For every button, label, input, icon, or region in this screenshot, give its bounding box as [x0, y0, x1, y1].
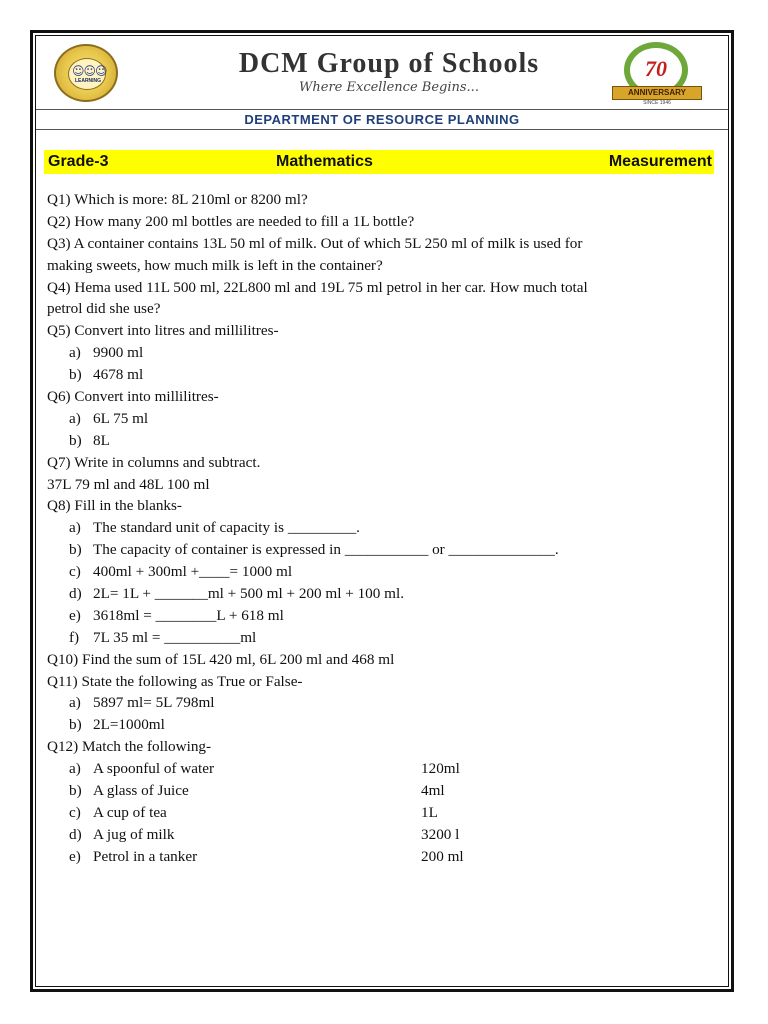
topic-label: Measurement [608, 153, 712, 170]
school-header [36, 40, 728, 108]
subject-label: Mathematics [276, 153, 373, 170]
school-emblem-logo [54, 44, 118, 102]
list-item: b) 4678 ml [69, 366, 144, 384]
question-5: Q5) Convert into litres and millilitres- [47, 322, 279, 340]
question-7: Q7) Write in columns and subtract. [47, 453, 261, 471]
match-row: d) A jug of milk 3200 l [69, 825, 460, 843]
worksheet-banner [44, 150, 714, 174]
anniversary-number: 70 [645, 56, 667, 81]
question-2: Q2) How many 200 ml bottles are needed to fill a 1L bottle? [47, 212, 415, 230]
question-4: Q4) Hema used 11L 500 ml, 22L800 ml and 19L 75 ml petrol in her car. How much total [47, 278, 588, 296]
divider [36, 129, 728, 130]
list-item: a) 9900 ml [69, 344, 144, 362]
school-tagline: Where Excellence Begins... [299, 80, 479, 95]
list-item: f) 7L 35 ml = __________ml [69, 628, 257, 646]
list-item: e) 3618ml = ________L + 618 ml [69, 606, 284, 624]
logo-caption: LEARNING [74, 78, 102, 84]
list-item: b) 2L=1000ml [69, 716, 165, 734]
list-item: a) The standard unit of capacity is _________. [69, 519, 360, 537]
question-3: Q3) A container contains 13L 50 ml of milk. Out of which 5L 250 ml of milk is used for [47, 234, 583, 252]
department-title: DEPARTMENT OF RESOURCE PLANNING [244, 112, 520, 127]
anniversary-ribbon: ANNIVERSARY [612, 86, 702, 100]
children-icon: ☺☺☺ [72, 64, 107, 78]
match-row: a) A spoonful of water 120ml [69, 760, 460, 778]
match-row: c) A cup of tea 1L [69, 803, 438, 821]
match-row: b) A glass of Juice 4ml [69, 782, 445, 800]
list-item: a) 6L 75 ml [69, 409, 149, 427]
question-4-continued: petrol did she use? [47, 300, 161, 318]
list-item: d) 2L= 1L + _______ml + 500 ml + 200 ml + 100 ml. [69, 585, 404, 603]
anniversary-since: SINCE 1946 [643, 100, 671, 106]
question-10: Q10) Find the sum of 15L 420 ml, 6L 200 ml and 468 ml [47, 650, 395, 668]
divider [36, 109, 728, 110]
anniversary-logo [612, 42, 702, 106]
question-11: Q11) State the following as True or False- [47, 672, 303, 690]
question-12: Q12) Match the following- [47, 738, 212, 756]
question-7-detail: 37L 79 ml and 48L 100 ml [47, 475, 210, 493]
question-list [47, 189, 717, 868]
school-name: DCM Group of Schools [238, 48, 540, 79]
question-6: Q6) Convert into millilitres- [47, 388, 219, 406]
question-8: Q8) Fill in the blanks- [47, 497, 182, 515]
list-item: a) 5897 ml= 5L 798ml [69, 694, 215, 712]
grade-label: Grade-3 [48, 153, 109, 170]
question-1: Q1) Which is more: 8L 210ml or 8200 ml? [47, 191, 308, 208]
match-row: e) Petrol in a tanker 200 ml [69, 847, 464, 865]
list-item: c) 400ml + 300ml +____= 1000 ml [69, 563, 293, 581]
list-item: b) 8L [69, 431, 110, 449]
question-3-continued: making sweets, how much milk is left in the container? [47, 256, 383, 274]
list-item: b) The capacity of container is expressed in ___________ or ______________. [69, 541, 559, 559]
